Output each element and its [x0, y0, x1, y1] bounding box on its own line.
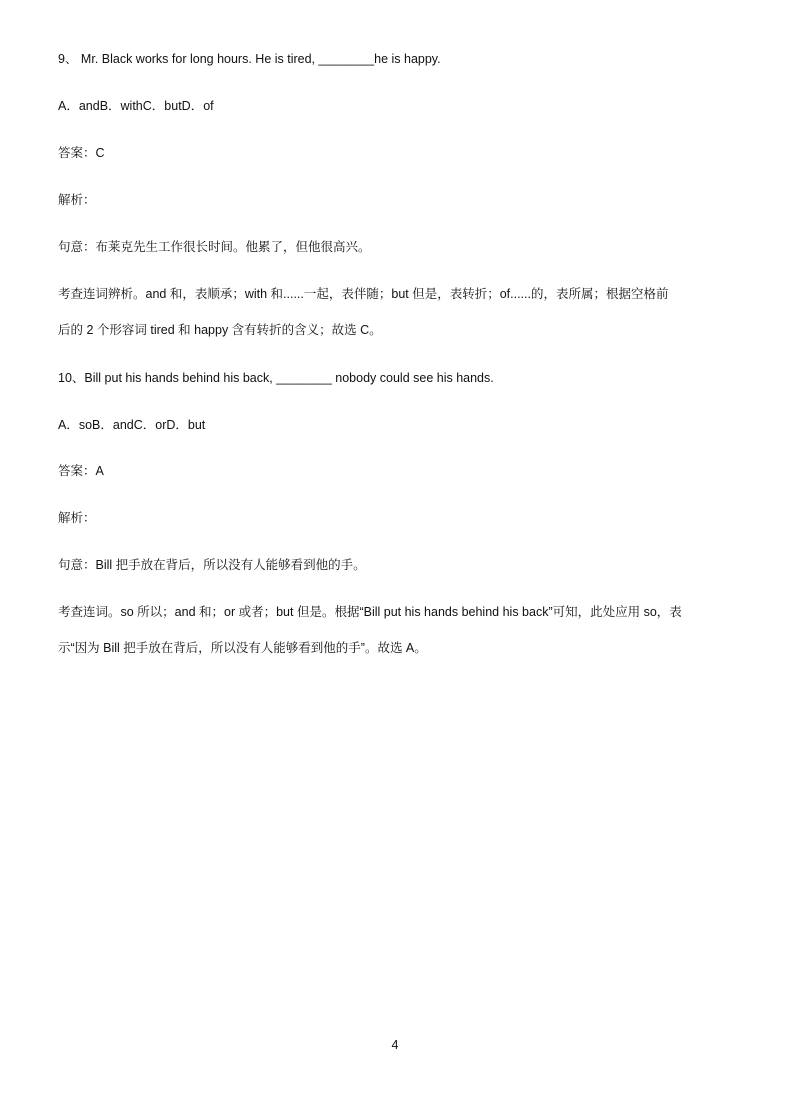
question-9-options: A．andB．withC．butD．of: [58, 99, 214, 113]
question-10-analysis-label: 解析：: [58, 511, 96, 525]
question-9-stem: 9、 Mr. Black works for long hours. He is tired, ________he is happy.: [58, 52, 441, 66]
question-9-answer: 答案：C: [58, 146, 105, 160]
question-10-sentence-meaning: 句意：Bill 把手放在背后，所以没有人能够看到他的手。: [58, 558, 366, 572]
question-10-explanation-line-2: 示“因为 Bill 把手放在背后，所以没有人能够看到他的手”。故选 A。: [58, 641, 427, 655]
question-9-sentence-meaning: 句意：布莱克先生工作很长时间。他累了，但他很高兴。: [58, 240, 371, 254]
question-9-explanation-line-1: 考查连词辨析。and 和，表顺承；with 和......一起，表伴随；but 但是，表转折；of......的，表所属；根据空格前: [58, 287, 669, 301]
question-10-options: A．soB．andC．orD．but: [58, 418, 206, 432]
question-10-stem: 10、Bill put his hands behind his back, ________ nobody could see his hands.: [58, 371, 494, 385]
question-10-explanation-line-1: 考查连词。so 所以；and 和；or 或者；but 但是。根据“Bill put his hands behind his back”可知，此处应用 so，表: [58, 605, 682, 619]
question-9-explanation-line-2: 后的 2 个形容词 tired 和 happy 含有转折的含义；故选 C。: [58, 323, 382, 337]
question-10-answer: 答案：A: [58, 464, 104, 478]
page-number: 4: [391, 1038, 399, 1052]
question-9-analysis-label: 解析：: [58, 193, 96, 207]
